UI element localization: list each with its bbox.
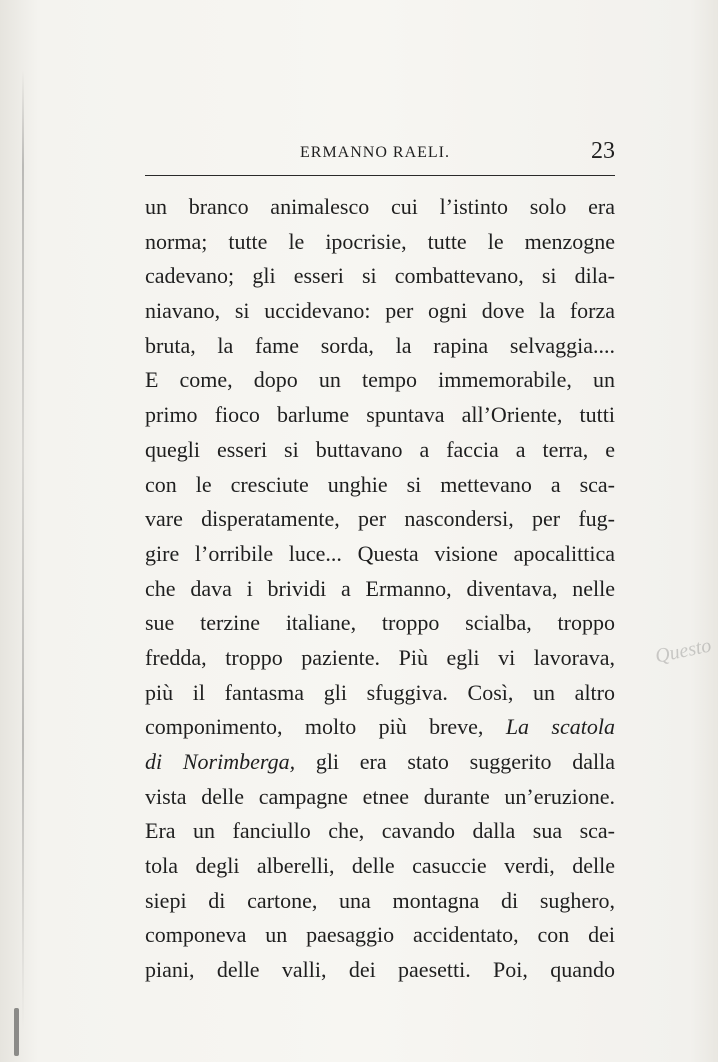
- text-line: piani, delle valli, dei paesetti. Poi, quando: [145, 957, 615, 983]
- text-line: fredda, troppo paziente. Più egli vi lavorava,: [145, 644, 615, 670]
- book-title: La scatola: [505, 714, 615, 740]
- header-rule: [145, 175, 615, 176]
- text-line: gire l’orribile luce... Questa visione apocalittica: [145, 540, 615, 566]
- text-line: Era un fanciullo che, cavando dalla sua sca-: [145, 818, 615, 844]
- binding-mark: [14, 1008, 19, 1056]
- text-line: siepi di cartone, una montagna di sughero,: [145, 887, 615, 913]
- book-title: di Norimberga,: [145, 749, 296, 774]
- text-line: quegli esseri si buttavano a faccia a terra, e: [145, 436, 615, 462]
- margin-note: Questo: [653, 634, 714, 668]
- text-line: cadevano; gli esseri si combattevano, si dila-: [145, 263, 615, 289]
- page-number: 23: [591, 138, 615, 164]
- body-text: [145, 190, 615, 988]
- text-line: componimento, molto più breve, La scatola: [145, 714, 615, 740]
- text-line: più il fantasma gli sfuggiva. Così, un altro: [145, 679, 615, 705]
- text-line: con le cresciute unghie si mettevano a sca-: [145, 471, 615, 497]
- binding-shadow: [22, 70, 24, 1030]
- text-line: primo fioco barlume spuntava all’Oriente, tutti: [145, 402, 615, 428]
- text-line: vista delle campagne etnee durante un’eruzione.: [145, 783, 615, 809]
- text-line: E come, dopo un tempo immemorabile, un: [145, 367, 615, 393]
- text-line: bruta, la fame sorda, la rapina selvaggia....: [145, 332, 615, 358]
- text-line: niavano, si uccidevano: per ogni dove la forza: [145, 298, 615, 324]
- text-line: un branco animalesco cui l’istinto solo era: [145, 194, 615, 219]
- text-line: norma; tutte le ipocrisie, tutte le menzogne: [145, 228, 615, 254]
- text-line: tola degli alberelli, delle casuccie verdi, delle: [145, 853, 615, 879]
- text-line: componeva un paesaggio accidentato, con dei: [145, 922, 615, 948]
- text-line: sue terzine italiane, troppo scialba, troppo: [145, 610, 615, 636]
- page-header: [145, 138, 615, 166]
- text-line: di Norimberga, gli era stato suggerito dalla: [145, 749, 616, 774]
- text-line: che dava i brividi a Ermanno, diventava, nelle: [145, 575, 615, 601]
- running-head: ERMANNO RAELI.: [300, 144, 450, 161]
- text-line: vare disperatamente, per nascondersi, per fug-: [145, 506, 615, 532]
